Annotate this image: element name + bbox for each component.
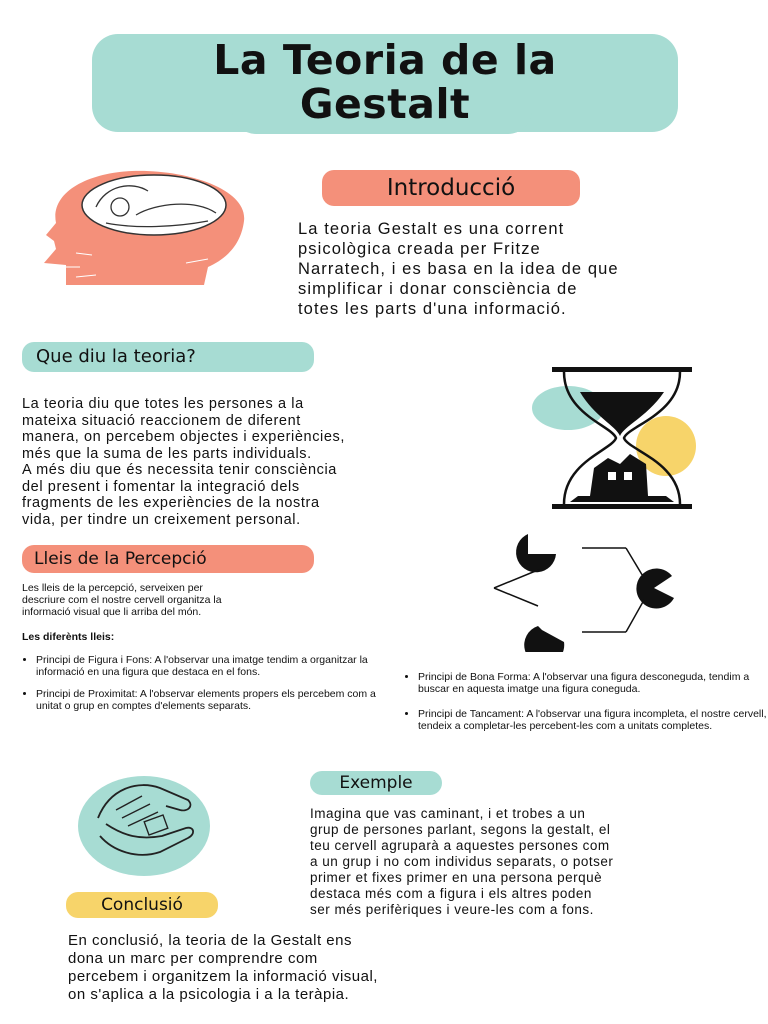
intro-line: La teoria Gestalt es una corrent (298, 220, 565, 238)
conclusion-heading: Conclusió (66, 892, 218, 918)
example-heading: Exemple (310, 771, 442, 795)
hourglass-icon (524, 364, 704, 514)
theory-line: del present i fomentar la integració dels (22, 478, 300, 495)
law-item-good-form: • Principi de Bona Forma: A l'observar una figura desconeguda, tendim a buscar en aquesta imatge una figura coneguda. (418, 672, 768, 695)
example-line: Imagina que vas caminant, i et trobes a un (310, 806, 586, 821)
conclusion-line: En conclusió, la teoria de la Gestalt ens (68, 932, 352, 949)
kanizsa-triangle-icon (486, 530, 716, 652)
laws-intro-line: descriure com el nostre cervell organitza la (22, 594, 222, 606)
example-line: a un grup i no com individus separats, o potser (310, 854, 614, 869)
theory-line: vida, per tindre un creixement personal. (22, 511, 301, 528)
title-line-1: La Teoria de la (213, 36, 557, 84)
page-title (92, 38, 678, 126)
laws-list-left (22, 655, 378, 712)
intro-line: totes les parts d'una informació. (298, 300, 567, 318)
theory-line: mateixa situació reaccionem de diferent (22, 412, 301, 429)
intro-text (298, 219, 758, 319)
theory-line: La teoria diu que totes les persones a la (22, 396, 304, 412)
intro-line: simplificar i donar consciència de (298, 280, 578, 298)
laws-list-right (404, 672, 768, 732)
conclusion-line: on s'aplica a la psicologia i a la teràpia. (68, 986, 350, 1003)
theory-line: més que la suma de les parts individuals. (22, 445, 312, 462)
example-line: primer et fixes primer en una persona perquè (310, 870, 603, 885)
theory-line: fragments de les experiències de la nostra (22, 495, 320, 511)
law-item-closure: • Principi de Tancament: A l'observar una figura incompleta, el nostre cervell, tendeix a completar-les percebent-les com a unitats completes. (418, 709, 768, 732)
example-line: ser més perifèriques i veure-les com a fons. (310, 902, 594, 917)
conclusion-text (68, 932, 538, 1004)
example-line: grup de persones parlant, segons la gestalt, el (310, 822, 611, 837)
title-line-2: Gestalt (299, 80, 471, 128)
example-line: teu cervell agruparà a aquestes persones com (310, 838, 610, 853)
laws-intro-line: informació visual que li arriba del món. (22, 606, 202, 618)
theory-text (22, 396, 514, 528)
theory-line: A més diu que és necessita tenir consciència (22, 462, 337, 478)
law-item-figure-ground: • Principi de Figura i Fons: A l'observar una imatge tendim a organitzar la informació en una figura que destaca en el fons. (36, 655, 378, 678)
conclusion-line: percebem i organitzem la informació visual, (68, 968, 378, 985)
laws-list-heading: Les diferènts lleis: (22, 631, 115, 643)
theory-line: manera, on percebem objectes i experiències, (22, 429, 346, 445)
intro-heading: Introducció (322, 170, 580, 206)
hands-icon (76, 770, 212, 880)
theory-heading: Que diu la teoria? (22, 342, 314, 372)
laws-intro-text (22, 582, 382, 618)
intro-line: psicològica creada per Fritze (298, 240, 541, 258)
law-item-proximity: • Principi de Proximitat: A l'observar elements propers els percebem com a unitat o grup en comptes d'elements separats. (36, 689, 378, 712)
laws-intro-line: Les lleis de la percepció, serveixen per (22, 582, 203, 594)
intro-line: Narratech, i es basa en la idea de que (298, 260, 619, 278)
conclusion-line: dona un marc per comprendre com (68, 950, 318, 967)
laws-heading: Lleis de la Percepció (22, 545, 314, 573)
head-silhouette-icon (36, 163, 252, 303)
example-line: destaca més com a figura i els altres poden (310, 886, 592, 901)
example-text (310, 806, 746, 918)
